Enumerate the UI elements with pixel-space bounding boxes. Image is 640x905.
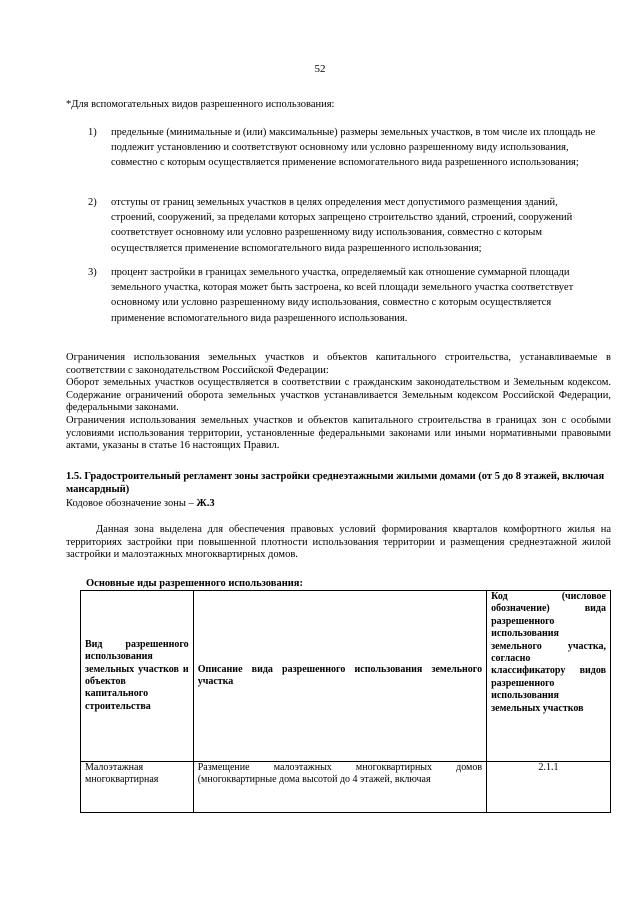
list-item-number: 2) bbox=[88, 197, 97, 208]
list-item-text: процент застройки в границах земельного участка, определяемый как отношение суммарной площади земельного участка, которая может быть застроена, ко всей площади земельного участка соответствует основному или условно разрешенному виду использования, совместно с которым осуществляется применение вспомогательного вида разрешенного использования. bbox=[111, 267, 574, 324]
zone-code-line bbox=[66, 498, 215, 509]
zone-code-value: Ж.3 bbox=[196, 498, 215, 509]
header-col-description: Описание вида разрешенного использования земельного участка bbox=[193, 591, 486, 762]
restrictions-paragraph: Ограничения использования земельных участков и объектов капитального строительства, устанавливаемые в соответствии с законодательством Российской Федерации: bbox=[66, 352, 611, 376]
list-item-number: 1) bbox=[88, 127, 97, 138]
page-number: 52 bbox=[314, 63, 326, 75]
row-description: Размещение малоэтажных многоквартирных домов (многоквартирные дома высотой до 4 этажей, включая bbox=[193, 762, 486, 813]
list-item-number: 3) bbox=[88, 267, 97, 278]
list-item bbox=[66, 125, 596, 171]
list-item-text: отступы от границ земельных участков в целях определения мест допустимого размещения зданий, строений, сооружений, за пределами которых запрещено строительство зданий, строений, сооружений соответствует основному или условно разрешенному виду использования, совместно с которым осуществляется применение вспомогательного вида разрешенного использования; bbox=[111, 197, 573, 254]
table-row bbox=[81, 762, 611, 813]
row-code: 2.1.1 bbox=[487, 762, 611, 813]
list-item-text: предельные (минимальные и (или) максимальные) размеры земельных участков, в том числе их площадь не подлежит установлению и соответствуют основному или условно разрешенному виду использования, совместно с которым осуществляется применение вспомогательного вида разрешенного использования; bbox=[111, 127, 596, 169]
header-col-use-type: Вид разрешенного использования земельных участков и объектов капитального строительства bbox=[81, 591, 194, 762]
special-zones-paragraph: Ограничения использования земельных участков и объектов капитального строительства в границах зон с особыми условиями использования территории, установленные федеральными законами или иными нормативными правовыми актами, указаны в статье 16 настоящих Правил. bbox=[66, 415, 611, 452]
table-header-row bbox=[81, 591, 611, 762]
list-item bbox=[66, 195, 596, 256]
section-heading: 1.5. Градостроительный регламент зоны застройки среднеэтажными жилыми домами (от 5 до 8 этажей, включая мансардный) bbox=[66, 471, 605, 495]
row-use-type: Малоэтажная многоквартирная bbox=[81, 762, 194, 813]
land-turnover-paragraph: Оборот земельных участков осуществляется в соответствии с гражданским законодательством и Земельным кодексом. Содержание ограничений оборота земельных участков устанавливается Земельным кодексом Российской Федерации, федеральными законами. bbox=[66, 377, 611, 414]
zone-code-label: Кодовое обозначение зоны – bbox=[66, 498, 197, 509]
header-col-code: Код (числовое обозначение) вида разрешенного использования земельного участка, согласно классификатору видов разрешенного использования земельных участков bbox=[487, 591, 611, 762]
list-item bbox=[66, 265, 596, 326]
permitted-use-table bbox=[80, 590, 611, 813]
zone-intro-paragraph: Данная зона выделена для обеспечения правовых условий формирования кварталов комфортного жилья на территориях застройки при повышенной плотности использования территории и размещения среднеэтажной жилой застройки и малоэтажных многоквартирных домов. bbox=[66, 524, 611, 561]
auxiliary-use-note: *Для вспомогательных видов разрешенного использования: bbox=[66, 99, 335, 110]
table-title: Основные иды разрешенного использования: bbox=[86, 578, 303, 589]
